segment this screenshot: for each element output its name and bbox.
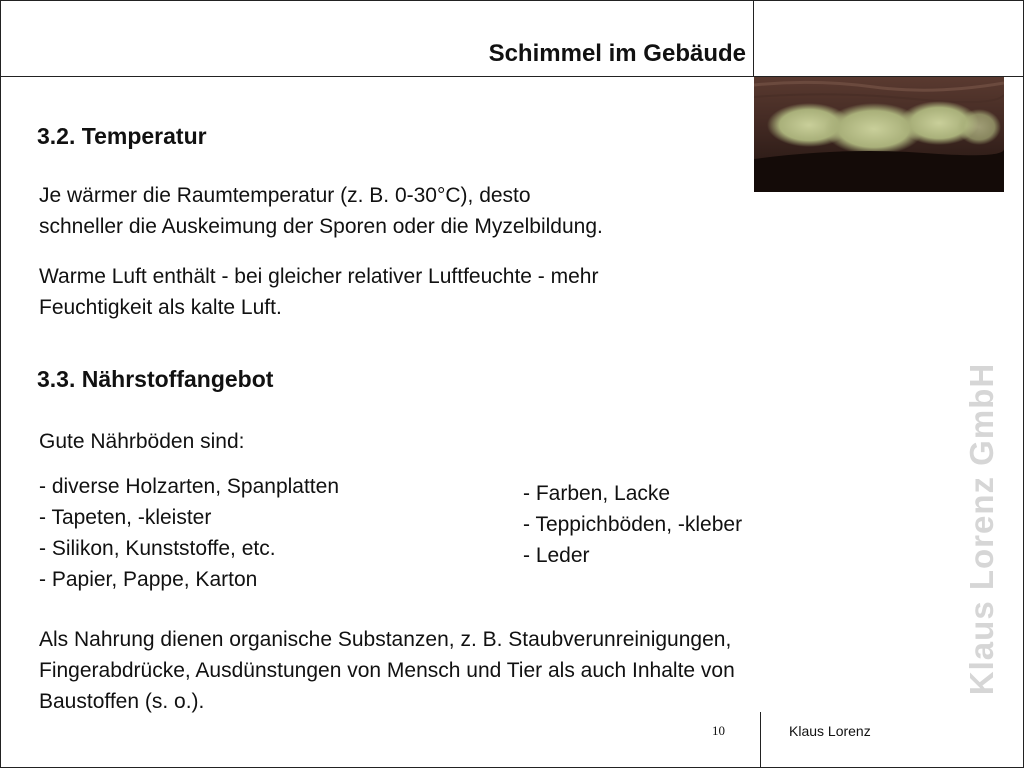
- paragraph-temperatur-2: [39, 261, 598, 323]
- summary-paragraph: [39, 624, 735, 717]
- header-vertical-divider: [753, 0, 754, 77]
- intro-text: [39, 426, 244, 457]
- list-item: - diverse Holzarten, Spanplatten: [39, 475, 339, 498]
- text-line: Fingerabdrücke, Ausdünstungen von Mensch und Tier als auch Inhalte von: [39, 659, 735, 682]
- paragraph-temperatur-1: [39, 180, 603, 242]
- heading-temperatur: 3.2. Temperatur: [37, 123, 207, 149]
- footer-vertical-divider: [760, 712, 761, 768]
- footer-author: Klaus Lorenz: [789, 723, 871, 739]
- list-item: - Papier, Pappe, Karton: [39, 568, 258, 591]
- slide-title: Schimmel im Gebäude: [488, 40, 746, 67]
- list-item: - Tapeten, -kleister: [39, 506, 212, 529]
- list-item: - Farben, Lacke: [523, 482, 671, 505]
- text-line: Je wärmer die Raumtemperatur (z. B. 0-30°C), desto: [39, 184, 531, 207]
- text-line: Baustoffen (s. o.).: [39, 690, 205, 713]
- list-item: - Silikon, Kunststoffe, etc.: [39, 537, 276, 560]
- heading-naehrstoffangebot: 3.3. Nährstoffangebot: [37, 366, 274, 392]
- text-line: schneller die Auskeimung der Sporen oder die Myzelbildung.: [39, 215, 603, 238]
- company-watermark: Klaus Lorenz GmbH: [963, 362, 1000, 696]
- nutrient-list-left: [39, 471, 339, 595]
- text-line: Feuchtigkeit als kalte Luft.: [39, 296, 282, 319]
- list-item: - Leder: [523, 544, 590, 567]
- text-line: Als Nahrung dienen organische Substanzen, z. B. Staubverunreinigungen,: [39, 628, 732, 651]
- list-item: - Teppichböden, -kleber: [523, 513, 743, 536]
- mold-photo: [754, 77, 1004, 192]
- text-line: Warme Luft enthält - bei gleicher relativer Luftfeuchte - mehr: [39, 265, 599, 288]
- text-line: Gute Nährböden sind:: [39, 430, 245, 453]
- nutrient-list-right: [523, 478, 742, 571]
- page-number: 10: [712, 723, 725, 738]
